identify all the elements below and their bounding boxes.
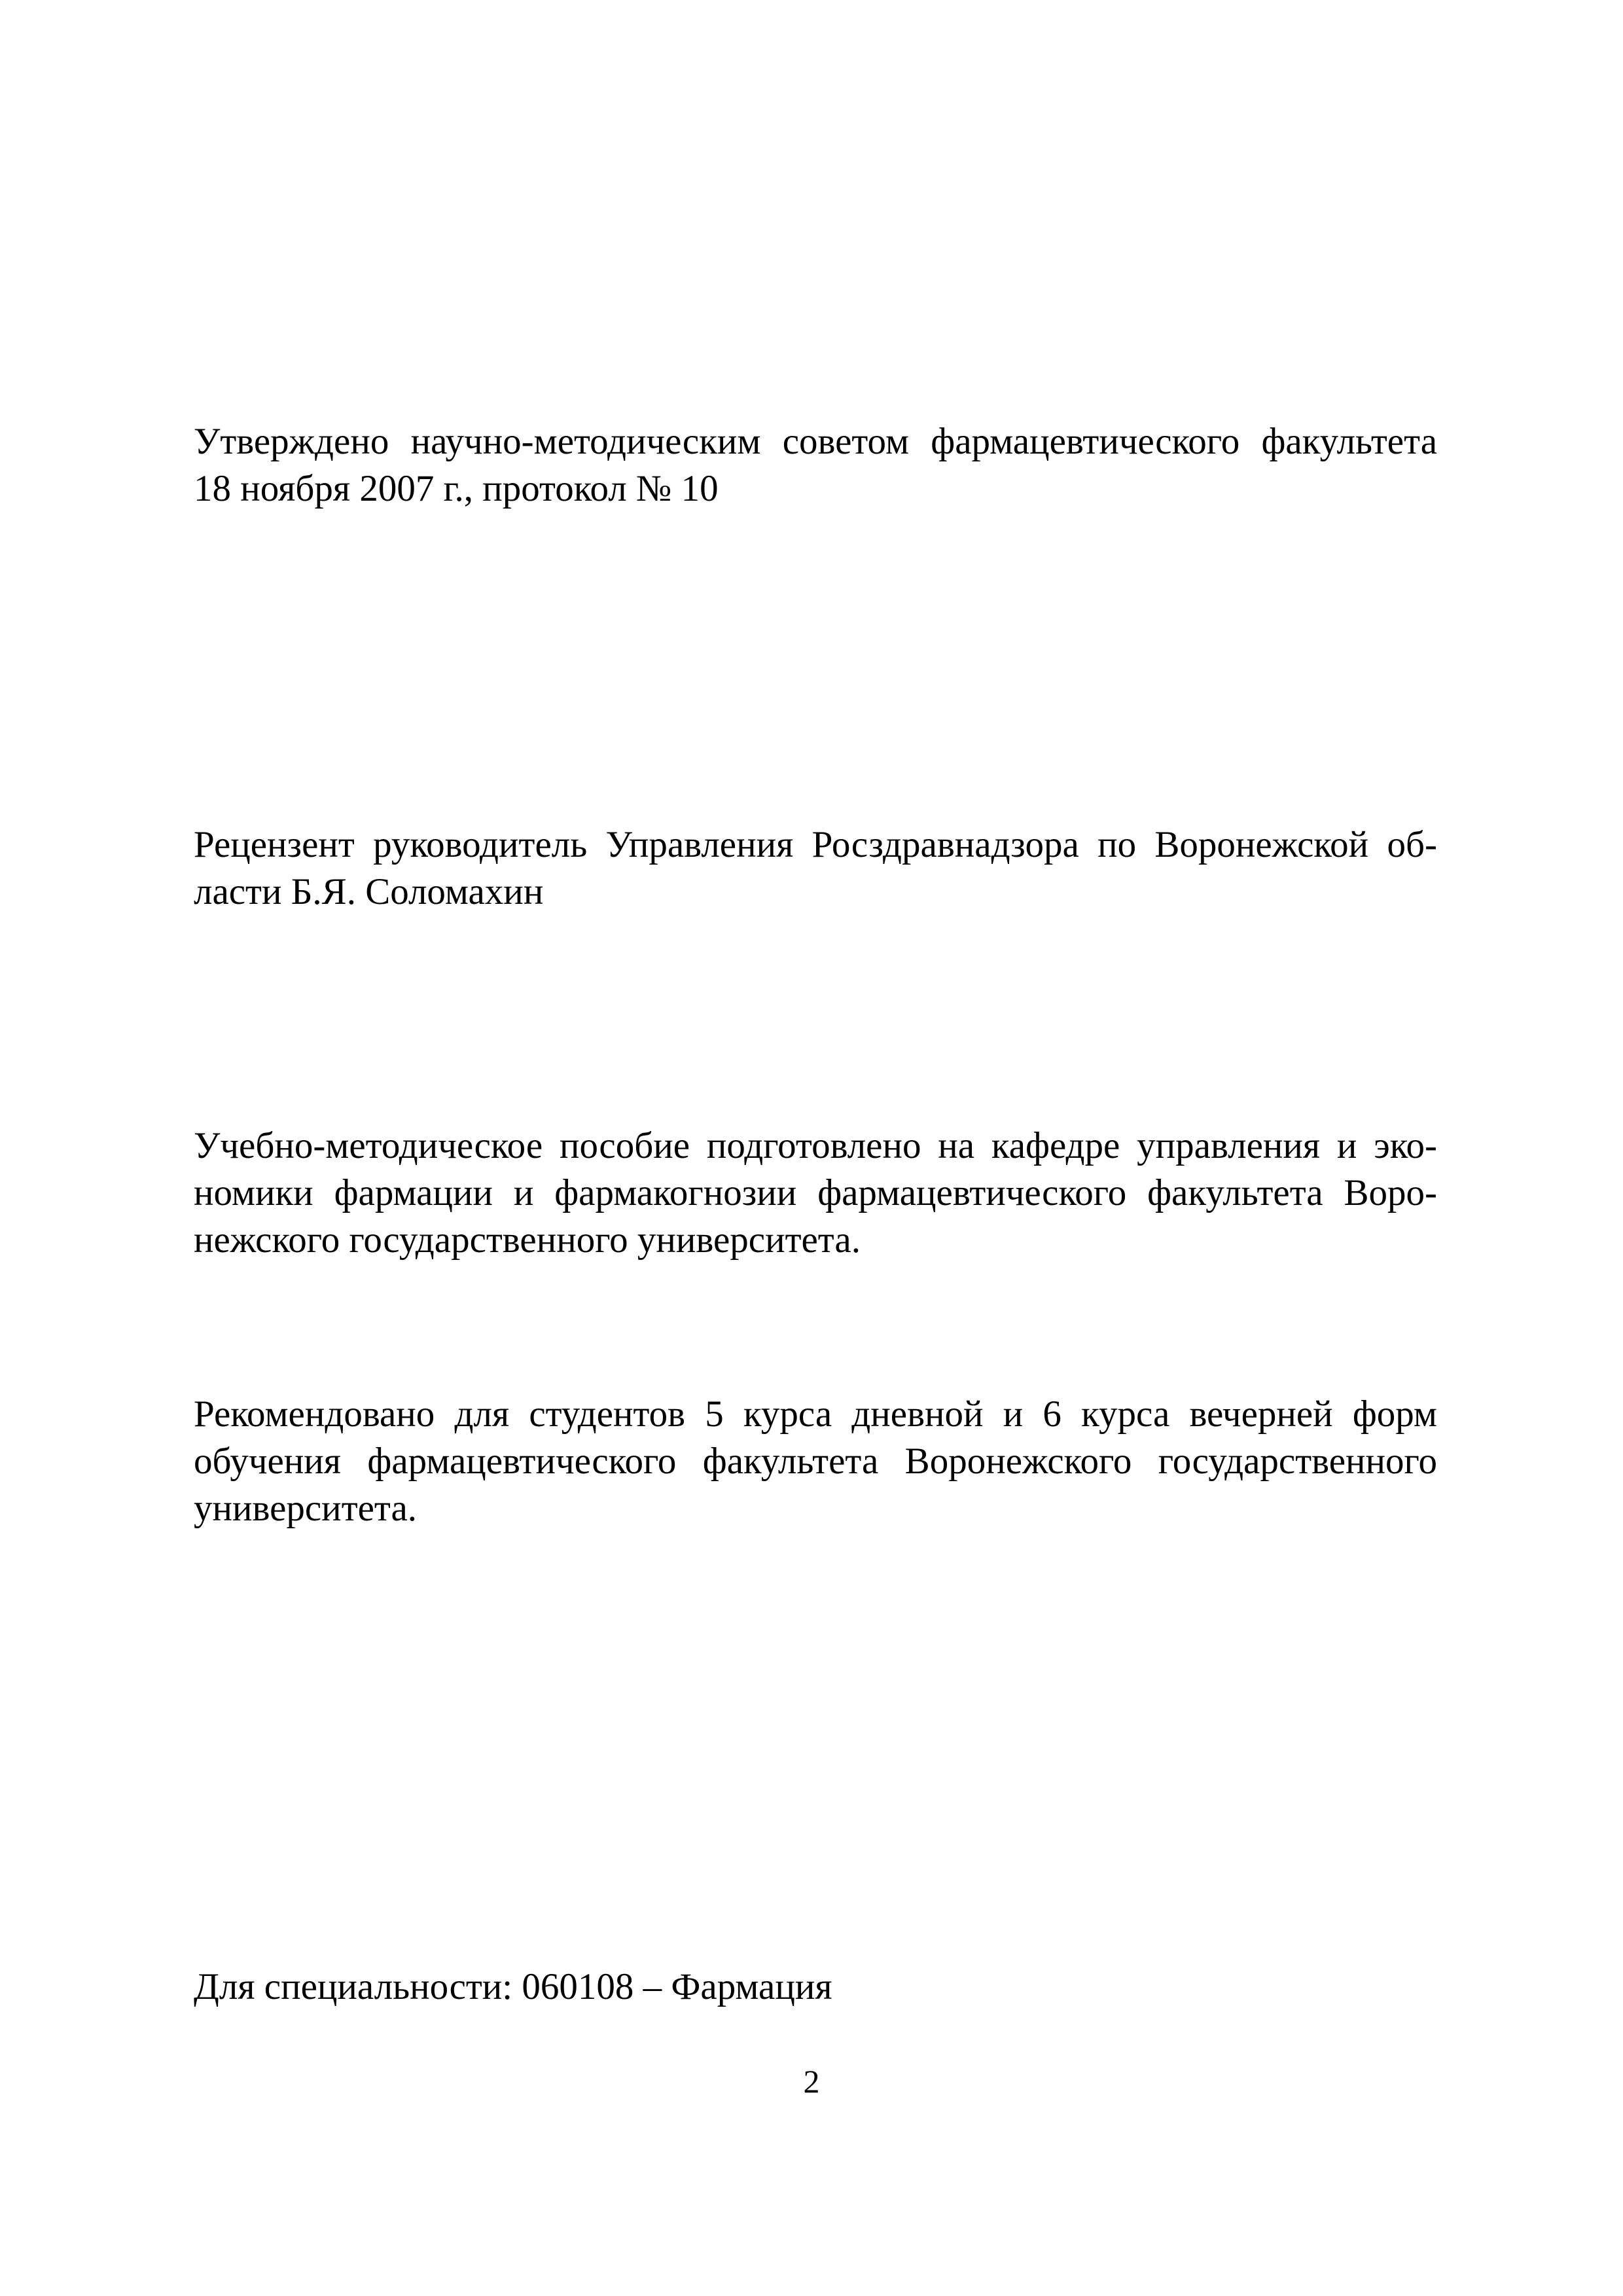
page-number: 2 (803, 2063, 820, 2100)
specialty-line: Для специальности: 060108 – Фармация (194, 1966, 832, 2007)
approval-line-1: Утверждено научно-методическим советом фармацевтического факультета (194, 421, 1437, 462)
specialty-statement (194, 1964, 1437, 2011)
reviewer-statement (194, 821, 1437, 916)
recommendation-line-1: Рекомендовано для студентов 5 курса дневной и 6 курса вечерней форм (194, 1393, 1437, 1435)
approval-statement (194, 418, 1437, 512)
preparation-line-3: нежского государственного университета. (194, 1219, 861, 1261)
reviewer-line-1: Рецензент руководитель Управления Росздравнадзора по Воронежской об- (194, 824, 1437, 865)
preparation-line-2: номики фармации и фармакогнозии фармацевтического факультета Воро- (194, 1172, 1437, 1213)
approval-line-2: 18 ноября 2007 г., протокол № 10 (194, 468, 719, 509)
recommendation-line-3: университета. (194, 1488, 418, 1529)
preparation-statement (194, 1122, 1437, 1264)
recommendation-line-2: обучения фармацевтического факультета Воронежского государственного (194, 1441, 1437, 1482)
reviewer-line-2: ласти Б.Я. Соломахин (194, 871, 544, 912)
preparation-line-1: Учебно-методическое пособие подготовлено на кафедре управления и эко- (194, 1125, 1437, 1166)
recommendation-statement (194, 1391, 1437, 1532)
